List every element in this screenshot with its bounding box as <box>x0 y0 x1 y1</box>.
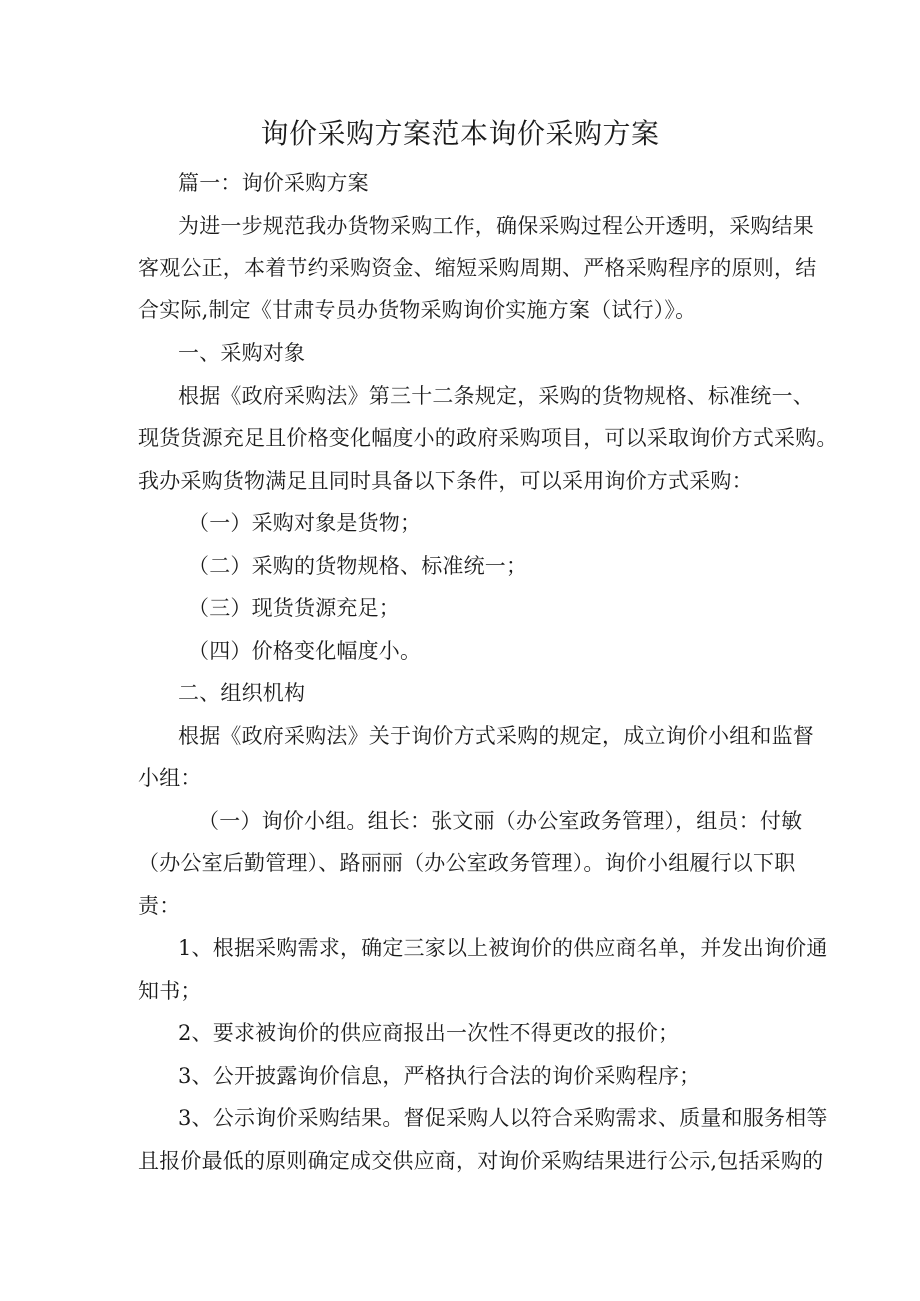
paragraph-line: 小组： <box>138 766 202 790</box>
paragraph-line: 2、要求被询价的供应商报出一次性不得更改的报价； <box>178 1021 680 1045</box>
paragraph-line: 根据《政府采购法》关于询价方式采购的规定，成立询价小组和监督 <box>178 724 814 748</box>
section-heading: 一、采购对象 <box>178 341 306 365</box>
list-item: （一）采购对象是货物； <box>188 511 422 535</box>
list-item: （四）价格变化幅度小。 <box>188 639 422 663</box>
paragraph-line: （一）询价小组。组长：张文丽（办公室政务管理），组员：付敏 <box>198 809 803 833</box>
list-item: （三）现货货源充足； <box>188 596 400 620</box>
paragraph-line: 1、根据采购需求，确定三家以上被询价的供应商名单，并发出询价通 <box>178 936 828 960</box>
list-item: （二）采购的货物规格、标准统一； <box>188 554 528 578</box>
document-title: 询价采购方案范本询价采购方案 <box>260 117 660 150</box>
paragraph-line: 合实际,制定《甘肃专员办货物采购询价实施方案（试行）》。 <box>138 298 697 322</box>
paragraph-line: 我办采购货物满足且同时具备以下条件，可以采用询价方式采购： <box>138 469 753 493</box>
paragraph-line: 现货货源充足且价格变化幅度小的政府采购项目，可以采取询价方式采购。 <box>138 426 838 450</box>
paragraph-line: （办公室后勤管理）、路丽丽（办公室政务管理）。询价小组履行以下职 <box>138 851 796 875</box>
paragraph-line: 3、公示询价采购结果。督促采购人以符合采购需求、质量和服务相等 <box>178 1106 828 1130</box>
paragraph-line: 且报价最低的原则确定成交供应商，对询价采购结果进行公示,包括采购的 <box>138 1149 824 1173</box>
paragraph-line: 3、公开披露询价信息，严格执行合法的询价采购程序； <box>178 1064 701 1088</box>
section-heading: 篇一：询价采购方案 <box>178 171 369 195</box>
paragraph-line: 为进一步规范我办货物采购工作，确保采购过程公开透明，采购结果 <box>178 214 814 238</box>
paragraph-line: 知书； <box>138 979 202 1003</box>
section-heading: 二、组织机构 <box>178 681 306 705</box>
paragraph-line: 客观公正，本着节约采购资金、缩短采购周期、严格采购程序的原则，结 <box>138 256 817 280</box>
paragraph-line: 责： <box>138 894 181 918</box>
paragraph-line: 根据《政府采购法》第三十二条规定，采购的货物规格、标准统一、 <box>178 384 814 408</box>
